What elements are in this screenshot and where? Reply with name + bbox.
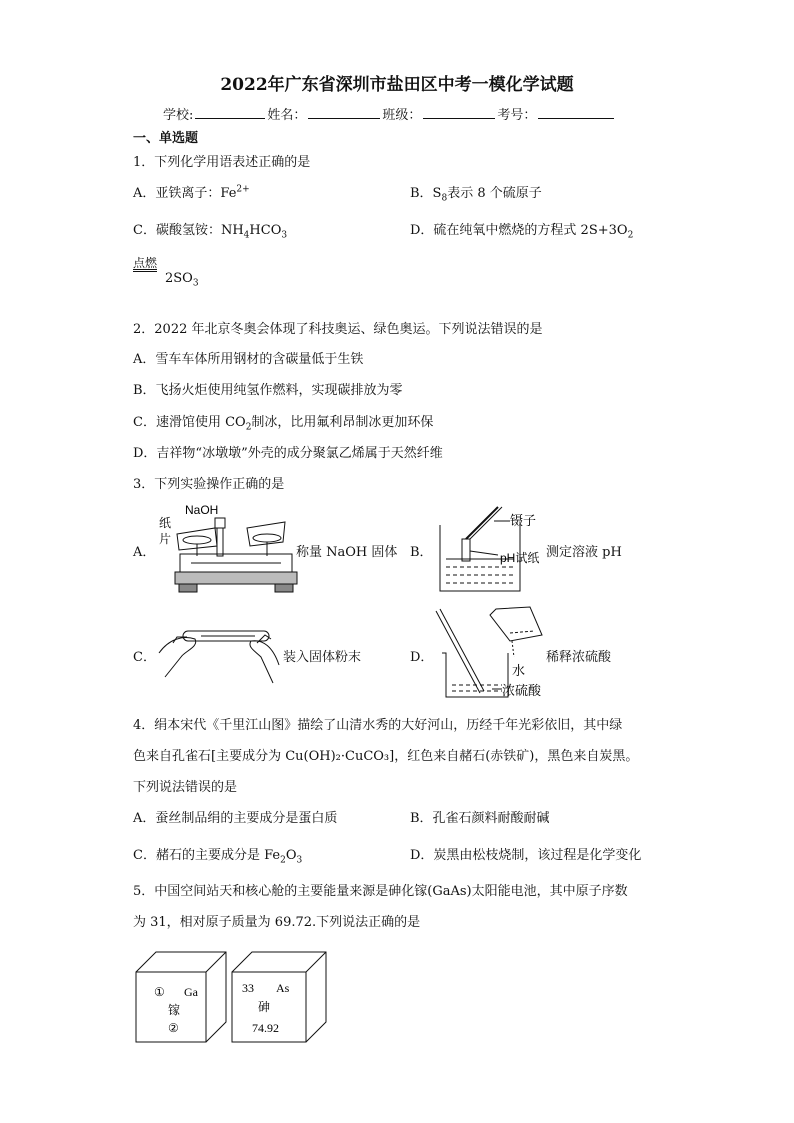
q3-option-a-label: A． xyxy=(133,545,156,560)
q4-stem-line2: 色来自孔雀石[主要成分为 Cu(OH)₂·CuCO₃]，红色来自赭石(赤铁矿)，黑色来自炭黑。 xyxy=(133,749,639,764)
q1-option-b: B．$S_8$表示 8 个硫原子 xyxy=(410,186,542,204)
q3-option-b-desc: 测定溶液 pH xyxy=(546,545,622,560)
dilution-figure xyxy=(432,605,552,700)
paper-label-1: 纸 xyxy=(159,516,172,530)
q3-option-c-label: C． xyxy=(133,650,156,665)
balance-figure xyxy=(155,498,300,598)
q3-option-d-desc: 稀释浓硫酸 xyxy=(546,650,612,665)
q3-option-a-desc: 称量 NaOH 固体 xyxy=(296,545,398,560)
naoh-label: NaOH xyxy=(185,503,219,517)
q3-option-d-label: D． xyxy=(410,650,434,665)
q2-option-b: B．飞扬火炬使用纯氢作燃料，实现碳排放为零 xyxy=(133,383,403,398)
q4-option-c: C．赭石的主要成分是 $Fe_2O_3$ xyxy=(133,848,303,866)
acid-label: 浓硫酸 xyxy=(502,683,542,698)
water-label: 水 xyxy=(512,663,526,678)
school-label: 学校: xyxy=(163,108,194,123)
tweezers-label: 镊子 xyxy=(510,513,537,528)
q1-stem: 1．下列化学用语表述正确的是 xyxy=(133,155,311,170)
q4-option-b: B．孔雀石颜料耐酸耐碱 xyxy=(410,811,550,826)
q5-stem-line1: 5．中国空间站天和核心舱的主要能量来源是砷化镓(GaAs)太阳能电池，其中原子序数 xyxy=(133,884,628,899)
q2-option-a: A．雪车车体所用钢材的含碳量低于生铁 xyxy=(133,352,364,367)
page-title: 2022年广东省深圳市盐田区中考一模化学试题 xyxy=(220,75,574,95)
q3-option-c-desc: 装入固体粉末 xyxy=(283,650,362,665)
student-info-line xyxy=(163,104,616,123)
ga-mass: ② xyxy=(168,1021,179,1035)
q4-stem-line3: 下列说法错误的是 xyxy=(133,780,238,795)
q2-option-c: C．速滑馆使用 $CO_2$制冰，比用氟利昂制冰更加环保 xyxy=(133,415,434,433)
as-name: 砷 xyxy=(258,1000,271,1014)
q2-option-d: D．吉祥物“冰墩墩”外壳的成分聚氯乙烯属于天然纤维 xyxy=(133,446,443,461)
element-cells-figure xyxy=(130,946,340,1046)
ga-element-cell xyxy=(136,952,226,1042)
section-heading: 一、单选题 xyxy=(133,131,199,146)
q1-reaction-condition: 点燃 xyxy=(133,256,158,270)
name-blank[interactable] xyxy=(308,106,380,119)
paper-label-2: 片 xyxy=(159,532,172,546)
q1-option-c: C．碳酸氢铵：$NH_4HCO_3$ xyxy=(133,223,288,241)
name-label: 姓名： xyxy=(267,108,307,123)
exam-no-blank[interactable] xyxy=(538,106,614,119)
q4-stem-line1: 4．绢本宋代《千里江山图》描绘了山清水秀的大好河山，历经千年光彩依旧，其中绿 xyxy=(133,718,623,733)
as-number: 33 xyxy=(242,981,254,995)
q1-option-d: D．硫在纯氧中燃烧的方程式 $2S+3O_2$ xyxy=(410,223,634,241)
exam-no-label: 考号： xyxy=(497,108,537,123)
q3-option-b-label: B． xyxy=(410,545,433,560)
q4-option-a: A．蚕丝制品绢的主要成分是蛋白质 xyxy=(133,811,338,826)
class-label: 班级： xyxy=(382,108,422,123)
q5-stem-line2: 为 31，相对原子质量为 69.72.下列说法正确的是 xyxy=(133,915,421,930)
ph-paper-label: pH试纸 xyxy=(500,551,540,565)
as-element-cell xyxy=(232,952,326,1042)
q3-stem: 3．下列实验操作正确的是 xyxy=(133,477,285,492)
ga-symbol: Ga xyxy=(184,985,198,999)
as-mass: 74.92 xyxy=(252,1021,279,1035)
as-symbol: As xyxy=(276,981,290,995)
q1-reaction-product: $2SO_3$ xyxy=(165,271,199,289)
q1-option-a: A．亚铁离子：$Fe^{2+}$ xyxy=(133,184,250,201)
q2-stem: 2．2022 年北京冬奥会体现了科技奥运、绿色奥运。下列说法错误的是 xyxy=(133,322,543,337)
class-blank[interactable] xyxy=(423,106,495,119)
ga-name: 镓 xyxy=(168,1003,181,1017)
school-blank[interactable] xyxy=(195,106,265,119)
ga-number: ① xyxy=(154,985,165,999)
q4-option-d: D．炭黑由松枝烧制，该过程是化学变化 xyxy=(410,848,642,863)
powder-loading-figure xyxy=(155,617,283,687)
ph-test-figure xyxy=(432,503,552,598)
